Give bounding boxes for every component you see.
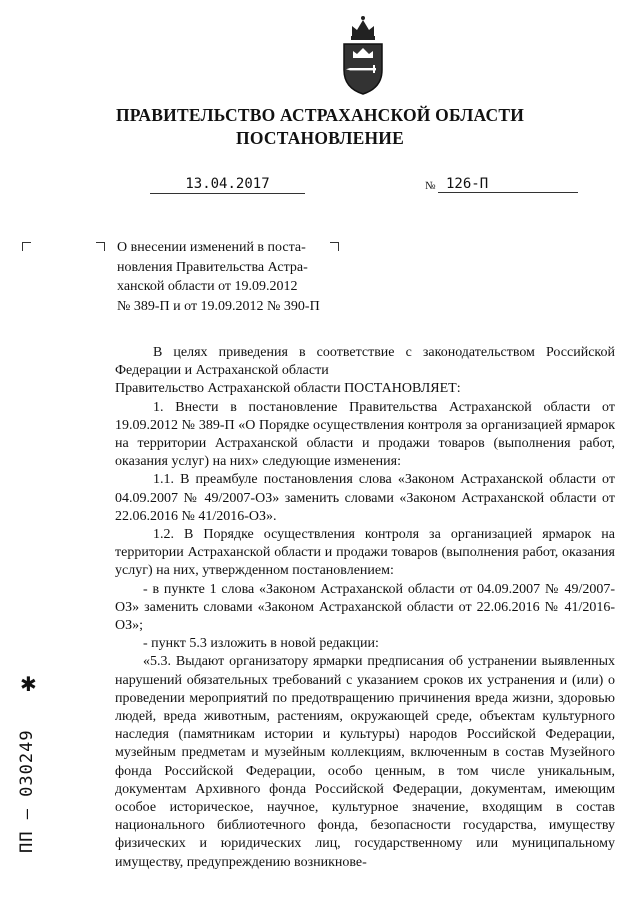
corner-bracket-right bbox=[96, 242, 105, 251]
subject-line-1: О внесении изменений в поста- bbox=[117, 240, 306, 255]
corner-bracket-left bbox=[22, 242, 31, 251]
star-icon: ✱ bbox=[20, 674, 37, 696]
number-sign: № bbox=[425, 180, 436, 192]
side-stamp bbox=[14, 672, 44, 877]
paragraph-5-3: «5.3. Выдают организатору ярмарки предписания об устранении выявленных нарушений обязательных требований с указанием сроков их устранения и (или) о проведении мероприятий по предотвращению причинения вреда жизни, здоровью людей, вреда животным, растениям, окружающей среде, объектам культурного наследия (памятникам истории и культуры) народов Российской Федерации, музейным предметам и музейным коллекциям, включенным в состав Музейного фонда Российской Федерации, особо ценным, в том числе уникальным, документам Архивного фонда Российской Федерации, документам, имеющим особое историческое, научное, культурное значение, входящим в состав национального библиотечного фонда, безопасности государства, имуществу физических и юридических лиц, государственному или муниципальному имуществу, предупреждению возникнове- bbox=[115, 654, 615, 870]
government-title bbox=[0, 104, 640, 150]
title-line-1: ПРАВИТЕЛЬСТВО АСТРАХАНСКОЙ ОБЛАСТИ bbox=[115, 105, 525, 125]
document-date: 13.04.2017 bbox=[150, 176, 305, 194]
title-line-2: ПОСТАНОВЛЕНИЕ bbox=[236, 128, 404, 148]
document-number: 126-П bbox=[438, 176, 578, 193]
paragraph-preamble: В целях приведения в соответствие с законодательством Российской Федерации и Астраханской области bbox=[115, 345, 615, 379]
paragraph-item-1-2: 1.2. В Порядке осуществления контроля за организацией ярмарок на территории Астраханской области и продажи товаров (выполнения работ, оказания услуг) на них, утвержденном постановлением: bbox=[115, 527, 615, 579]
subject-line-4: № 389-П и от 19.09.2012 № 390-П bbox=[117, 298, 320, 314]
paragraph-dash-1: - в пункте 1 слова «Законом Астраханской области от 04.09.2007 № 49/2007-ОЗ» заменить словами «Законом Астраханской области от 22.06.2016 № 41/2016-ОЗ»; bbox=[115, 581, 615, 634]
paragraph-dash-2: - пункт 5.3 изложить в новой редакции: bbox=[143, 636, 379, 652]
coat-of-arms-icon bbox=[338, 14, 388, 96]
paragraph-resolves: Правительство Астраханской области ПОСТАНОВЛЯЕТ: bbox=[115, 381, 461, 397]
subject-line-2: новления Правительства Астра- bbox=[117, 259, 308, 275]
document-body bbox=[115, 344, 615, 872]
subject-line-3: ханской области от 19.09.2012 bbox=[117, 279, 298, 295]
paragraph-item-1-1: 1.1. В преамбуле постановления слова «Законом Астраханской области от 04.09.2007 № 49/2007-ОЗ» заменить словами «Законом Астраханской области от 22.06.2016 № 41/2016-ОЗ». bbox=[115, 472, 615, 524]
paragraph-item-1: 1. Внести в постановление Правительства Астраханской области от 19.09.2012 № 389-П «О Порядке осуществления контроля за организацией ярмарок на территории Астраханской области и продажи товаров (выполнения работ, оказания услуг) на них» следующие изменения: bbox=[115, 399, 615, 470]
side-serial-number: ПП – 030249 bbox=[17, 729, 37, 853]
document-subject bbox=[117, 238, 340, 316]
